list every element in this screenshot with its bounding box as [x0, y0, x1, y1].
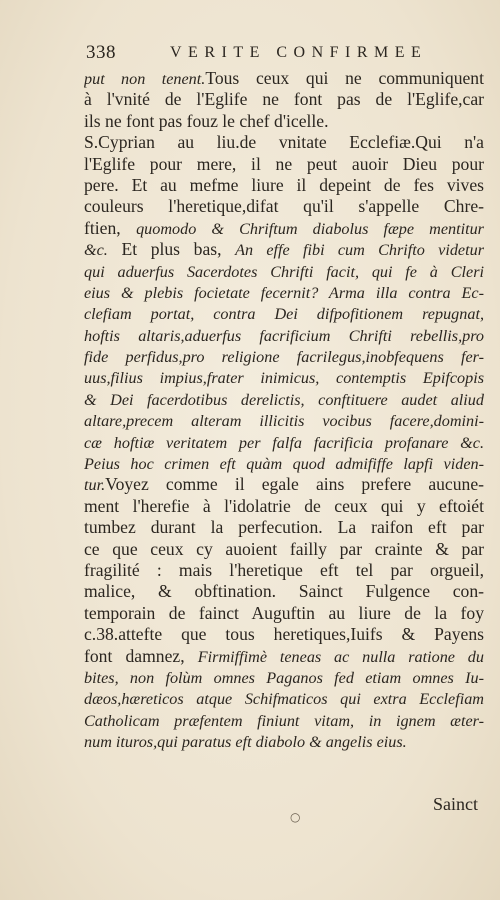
latin-quote-segment: cæ hoftiæ veritatem per falfa facrificia profanare &c.	[84, 433, 484, 452]
text-line	[84, 367, 484, 388]
french-text-segment: pere. Et au mefme liure il depeint de fes vives	[84, 174, 484, 195]
running-title: VERITE CONFIRMEE	[170, 44, 428, 61]
latin-quote-segment: bites, non folùm omnes Paganos fed etiam omnes Iu-	[84, 668, 484, 687]
text-line	[84, 496, 484, 517]
french-text-segment: Tous ceux qui ne communiquent	[205, 68, 484, 88]
french-text-segment: ils ne font pas fouz le chef d'icelle.	[84, 110, 329, 131]
text-line	[84, 389, 484, 410]
page-number: 338	[86, 42, 116, 63]
french-text-segment: ftien,	[84, 217, 137, 238]
french-text-segment: ce que ceux cy auoient failly par crainte & par	[84, 538, 484, 559]
text-line	[84, 517, 484, 538]
latin-quote-segment: qui aduerfus Sacerdotes Chrifti facit, qui fe à Cleri	[84, 262, 484, 281]
french-text-segment: malice, & obftination. Sainct Fulgence con-	[84, 581, 484, 602]
text-line	[84, 603, 484, 624]
latin-quote-segment: & Dei facerdotibus derelictis, conftituere audet aliud	[84, 390, 484, 409]
text-line	[84, 132, 484, 153]
french-text-segment: tumbez durant la perfecution. La raifon eft par	[84, 517, 484, 538]
text-line	[84, 624, 484, 645]
french-text-segment: font damnez,	[84, 645, 198, 666]
ink-mark: ○	[290, 810, 301, 824]
text-line	[84, 539, 484, 560]
latin-quote-segment: clefiam portat, contra Dei difpofitionem repugnat,	[84, 305, 484, 324]
text-line	[84, 646, 484, 667]
french-text-segment: temporain de fainct Auguftin au liure de la foy	[84, 602, 484, 623]
latin-quote-segment: hoftis altaris,aduerfus facrificium Chrifti rebellis,pro	[84, 326, 484, 345]
text-line	[84, 303, 484, 324]
latin-quote-segment: &c.	[84, 241, 108, 260]
latin-quote-segment: fide perfidus,pro religione facrilegus,inobfequens fer-	[84, 348, 484, 367]
latin-quote-segment: tur.	[84, 476, 106, 495]
latin-quote-segment: Catholicam præfentem finiunt vitam, in ignem æter-	[84, 711, 484, 730]
latin-quote-segment: quomodo & Chriftum diabolus fæpe mentitur	[136, 219, 484, 238]
latin-quote-segment: An effe fibi cum Chrifto videtur	[235, 241, 484, 260]
french-text-segment: fragilité : mais l'heretique eft tel par orgueil,	[84, 559, 484, 580]
text-line	[84, 453, 484, 474]
text-line	[84, 581, 484, 602]
french-text-segment: Et plus bas,	[107, 239, 236, 260]
latin-quote-segment: dæos,hæreticos atque Schifmaticos qui extra Ecclefiam	[84, 690, 484, 709]
text-line	[84, 410, 484, 431]
text-line	[84, 688, 484, 709]
latin-quote-segment: Firmiffimè teneas ac nulla ratione du	[197, 647, 484, 666]
body-text	[84, 68, 484, 753]
text-line	[84, 432, 484, 453]
text-line	[84, 325, 484, 346]
latin-quote-segment: uus,filius impius,frater inimicus, contemptis Epifcopis	[84, 369, 484, 388]
text-line	[84, 111, 484, 132]
text-line	[84, 560, 484, 581]
text-line	[84, 196, 484, 217]
text-line	[84, 667, 484, 688]
french-text-segment: S.Cyprian au liu.de vnitate Ecclefiæ.Qui n'a	[84, 132, 484, 153]
text-line	[84, 68, 484, 89]
latin-quote-segment: Peius hoc crimen eft quàm quod admififfe lapfi viden-	[84, 455, 484, 474]
page-header	[86, 40, 478, 64]
latin-quote-segment: num ituros,qui paratus eft diabolo & angelis eius.	[84, 733, 407, 752]
text-line	[84, 731, 484, 752]
latin-quote-segment: altare,precem alteram illicitis vocibus facere,domini-	[84, 412, 484, 431]
text-line	[84, 474, 484, 495]
text-line	[84, 89, 484, 110]
french-text-segment: l'Eglife pour mere, il ne peut auoir Dieu pour	[84, 153, 484, 174]
text-line	[84, 239, 484, 260]
french-text-segment: couleurs l'heretique,difat qu'il s'appelle Chre-	[84, 196, 484, 217]
text-line	[84, 175, 484, 196]
latin-quote-segment: eius & plebis focietate fecernit? Arma illa contra Ec-	[84, 283, 484, 302]
text-line	[84, 282, 484, 303]
text-line	[84, 261, 484, 282]
french-text-segment: ment l'herefie à l'idolatrie de ceux qui y eftoiét	[84, 495, 484, 516]
latin-quote-segment: put non tenent.	[84, 70, 206, 88]
french-text-segment: c.38.attefte que tous heretiques,Iuifs & Payens	[84, 624, 484, 645]
text-line	[84, 218, 484, 239]
text-line	[84, 154, 484, 175]
french-text-segment: Voyez comme il egale ains prefere aucune-	[105, 474, 484, 495]
text-line	[84, 710, 484, 731]
french-text-segment: à l'vnité de l'Eglife ne font pas de l'Eglife,car	[84, 89, 484, 110]
catchword: Sainct	[433, 794, 478, 814]
text-line	[84, 346, 484, 367]
